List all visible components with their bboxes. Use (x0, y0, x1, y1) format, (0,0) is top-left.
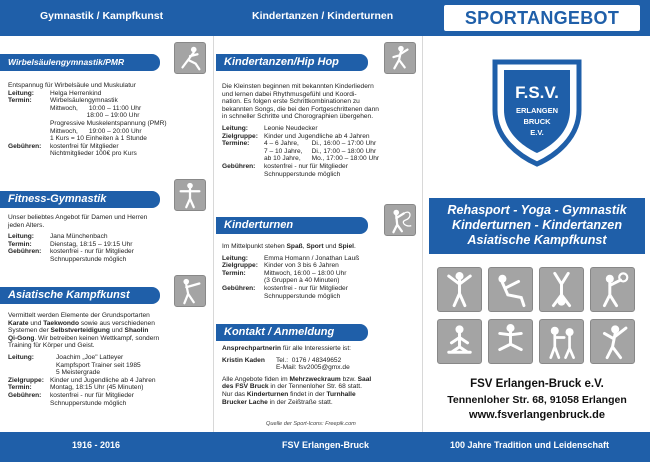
kontakt-info-3c: findet in der (288, 390, 327, 398)
kampf-intro-2b: und (28, 319, 44, 327)
kt-geb-label: Gebühren: (222, 284, 256, 292)
page-title: SPORTANGEBOT (444, 5, 640, 31)
kinderturnen-block (222, 243, 418, 300)
kontakt-info-2b: in der Tennenloher Str. 68 statt. (268, 383, 362, 391)
footer-years: 1916 - 2016 (72, 440, 121, 450)
promo-box (429, 198, 645, 254)
kt-ziel-label: Zielgruppe: (222, 262, 258, 270)
fitness-intro: Unser beliebtes Angebot für Damen und Herren jeden Alters. (8, 214, 148, 229)
hiphop-leitung-label: Leitung: (222, 124, 249, 132)
kampf-intro-2d: sowie aus verschiedenen (78, 319, 155, 327)
kt-termin: Mittwoch, 16:00 – 18:00 Uhr (3 Gruppen à 40 Minuten) (264, 269, 347, 285)
promo-line3: Asiatische Kampfkunst (467, 233, 607, 247)
fighter-icon (539, 319, 584, 364)
kontakt-info-1a: Alle Angebote fiden im (222, 375, 290, 383)
kt-spiel: Spiel (338, 243, 354, 250)
kampf-intro-4b: . Wir betreiben keinen Wettkampf, sondern (34, 334, 160, 342)
hiphop-leitung: Leonie Neudecker (264, 124, 318, 132)
kt-geb: kostenfrei - nur für Mitglieder Schnupperstunde möglich (264, 284, 348, 300)
kt-intro-e: und (323, 243, 339, 250)
kontakt-info-4b: in der Zeißtraße statt. (267, 398, 333, 406)
martial-arts-icon (174, 275, 206, 307)
kt-leitung-label: Leitung: (222, 254, 249, 262)
kampf-taekwondo: Taekwondo (43, 319, 79, 327)
fitness-leitung: Jana Münchenbach (50, 233, 108, 241)
gymnast-icon (437, 267, 482, 312)
kampf-title: Asiatische Kampfkunst (0, 287, 160, 304)
kampf-intro-3a: Systemen der (8, 327, 51, 335)
bottom-bar (0, 432, 650, 462)
hiphop-termine: 4 – 6 Jahre, Di., 16:00 – 17:00 Uhr 7 – 10 Jahre, Di., 17:00 – 18:00 Uhr ab 10 Jahre, Mo., 17:00 – 18:00 Uhr (264, 140, 380, 163)
kontakt-ansprech-b: für alle Interessierte ist: (281, 345, 351, 352)
kontakt-brucker-lache: Brucker Lache (222, 398, 268, 406)
fitness-block (8, 214, 208, 264)
footer-motto: 100 Jahre Tradition und Leidenschaft (450, 440, 610, 450)
fitness-geb-label: Gebühren: (8, 248, 42, 256)
stretch-icon (174, 42, 206, 74)
fitness-title: Fitness-Gymnastik (0, 191, 160, 208)
ribbon-icon (384, 204, 416, 236)
kontakt-name: Kristin Kaden (222, 356, 265, 364)
kontakt-ansprech: Ansprechpartnerin (222, 345, 281, 352)
kt-sport: Sport (306, 243, 324, 250)
ball-icon (590, 267, 635, 312)
fitness-geb: kostenfrei - nur für Mitglieder Schnupperstunde möglich (50, 248, 134, 263)
kt-ziel: Kinder von 3 bis 6 Jahren (264, 262, 339, 270)
wirbel-leitung: Helga Herrenkind (50, 89, 102, 97)
kampf-ziel: Kinder und Jugendliche ab 4 Jahren (50, 376, 156, 384)
wirbel-title: Wirbelsäulengymnastik/PMR (0, 54, 160, 71)
icon-credit: Quelle der Sport-Icons: Freepik.com (266, 421, 356, 427)
kampf-geb-label: Gebühren: (8, 391, 42, 399)
kampf-intro-3c: und (109, 327, 125, 335)
wirbel-geb-label: Gebühren: (8, 142, 42, 150)
hiphop-geb-label: Gebühren: (222, 162, 256, 170)
kt-intro-g: . (353, 243, 356, 250)
kampf-leitung: Joachim „Joe" Latteyer Kampfsport Trainer seit 1985 5 Meistergrade (56, 353, 141, 377)
kt-intro-a: Im Mittelpunkt stehen (222, 243, 287, 250)
kontakt-turnhalle: Turnhalle (326, 390, 356, 398)
kt-termin-label: Termin: (222, 269, 246, 277)
kneel-icon (488, 267, 533, 312)
header-col2: Kindertanzen / Kinderturnen (252, 10, 394, 22)
top-bar (0, 0, 650, 36)
promo-line2: Kinderturnen - Kindertanzen (451, 218, 623, 232)
kampf-shaolin: Shaolin (124, 327, 149, 335)
kontakt-info-3a: Nur das (222, 390, 247, 398)
kontakt-tel: Tel.: 0176 / 48349652 E-Mail: fsv2005@gmx.de (276, 356, 350, 372)
kampf-intro-5: Training für Körper und Geist. (8, 342, 95, 350)
wirbel-leitung-label: Leitung: (8, 89, 35, 97)
kampf-ziel-label: Zielgruppe: (8, 376, 44, 384)
kontakt-block (222, 345, 420, 406)
kontakt-title: Kontakt / Anmeldung (216, 324, 368, 341)
fitness-termin-label: Termin: (8, 240, 32, 248)
kampf-leitung-label: Leitung: (8, 353, 35, 361)
kampf-intro-1: Vermittelt werden Elemente der Grundsportarten (8, 312, 150, 319)
logo-line3: BRUCK (523, 117, 551, 126)
wirbel-intro: Entspannug für Wirbelsäule und Muskulatur (8, 82, 136, 89)
stretch-side-icon (590, 319, 635, 364)
column-gymnastik (0, 36, 213, 432)
hiphop-ziel-label: Zielgruppe: (222, 132, 258, 140)
kinderturnen-title: Kinderturnen (216, 217, 368, 234)
kampf-termin: Montag, 18:15 Uhr (45 Minuten) (50, 384, 144, 392)
kampf-selbst: Selbstverteidigung (50, 327, 110, 335)
kampf-geb: kostenfrei - nur für Mitglieder Schnupperstunde möglich (50, 391, 134, 407)
handstand-icon (539, 267, 584, 312)
club-logo (491, 58, 583, 168)
kontakt-kinderturnen: Kinderturnen (246, 390, 289, 398)
fitness-leitung-label: Leitung: (8, 233, 35, 241)
hiphop-intro: Die Kleinsten beginnen mit bekannten Kinderliedern und lernen dabei Rhythmusgefühl und Koordi- nation. Es folgen erste Schrittkombinationen zu bekannten Songs, die bei den Fortgeschrittenen dann in schneller Schritte und Chorographien übergehen. (222, 83, 379, 121)
logo-line2: ERLANGEN (515, 106, 559, 115)
hiphop-block (222, 83, 418, 178)
kontakt-saal: Saal (357, 375, 372, 383)
kampf-block (8, 312, 210, 407)
jump-icon (488, 319, 533, 364)
wirbel-geb: kostenfrei für Mitglieder Nichtmitglieder 100€ pro Kurs (50, 142, 137, 158)
address-web[interactable]: www.fsverlangenbruck.de (469, 409, 605, 421)
promo-line1: Rehasport - Yoga - Gymnastik (447, 203, 627, 217)
address-name: FSV Erlangen-Bruck e.V. (470, 378, 604, 390)
fitness-termin: Dienstag, 18:15 – 19:15 Uhr (50, 240, 133, 248)
logo-line1: F.S.V. (515, 83, 559, 102)
kampf-termin-label: Termin: (8, 384, 32, 392)
logo-line4: E.V. (530, 128, 544, 137)
footer-club: FSV Erlangen-Bruck (282, 440, 370, 450)
hiphop-termine-label: Termine: (222, 140, 250, 148)
hiphop-title: Kindertanzen/Hip Hop (216, 54, 368, 71)
wirbel-termin: Wirbelsäulengymnastik Mittwoch, 10:00 – 11:00 Uhr 18:00 – 19:00 Uhr Progressive Muskelentspannung (PMR) Mittwoch, 19:00 – 20:00 Uhr 1 Kurs = 10 Einheiten à 1 Stunde (50, 97, 167, 143)
kontakt-fsv-bruck: des FSV Bruck (222, 383, 269, 391)
dance-icon (384, 42, 416, 74)
hiphop-geb: kostenfrei - nur für Mitglieder Schnupperstunde möglich (264, 162, 348, 178)
column-kinder (213, 36, 421, 432)
kontakt-mehrzweck: Mehrzweckraum (289, 375, 341, 383)
address-street: Tennenloher Str. 68, 91058 Erlangen (447, 394, 627, 406)
kampf-karate: Karate (8, 319, 29, 327)
kt-leitung: Emma Homann / Jonathan Lauß (264, 254, 360, 262)
yoga-icon (437, 319, 482, 364)
kampf-qigong: Qi-Gong (8, 334, 35, 342)
balance-icon (174, 179, 206, 211)
wirbel-termin-label: Termin: (8, 97, 32, 105)
hiphop-ziel: Kinder und Jugendliche ab 4 Jahren (264, 132, 370, 140)
column-promo (422, 36, 650, 432)
kontakt-info-1c: bzw. (340, 375, 358, 383)
kt-intro-c: , (302, 243, 307, 250)
kt-spass: Spaß (286, 243, 303, 250)
header-col1: Gymnastik / Kampfkunst (40, 10, 164, 22)
wirbel-block (8, 82, 208, 158)
